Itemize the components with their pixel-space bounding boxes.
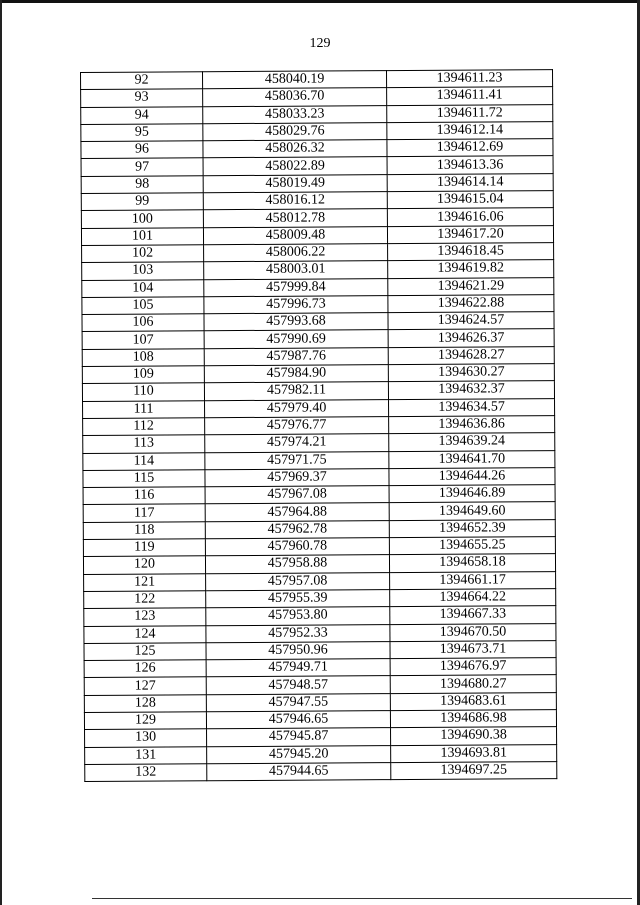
x-coordinate-cell: 457964.88 <box>205 503 389 521</box>
y-coordinate-cell: 1394636.86 <box>389 416 555 434</box>
x-coordinate-cell: 458040.19 <box>203 71 387 89</box>
y-coordinate-cell: 1394613.36 <box>387 156 553 174</box>
point-number-cell: 107 <box>82 331 204 349</box>
x-coordinate-cell: 458026.32 <box>203 140 387 158</box>
y-coordinate-cell: 1394655.25 <box>389 537 555 555</box>
y-coordinate-cell: 1394621.29 <box>388 277 554 295</box>
y-coordinate-cell: 1394676.97 <box>390 658 556 676</box>
point-number-cell: 127 <box>84 677 206 695</box>
x-coordinate-cell: 458012.78 <box>203 209 387 227</box>
x-coordinate-cell: 457990.69 <box>204 330 388 348</box>
x-coordinate-cell: 458009.48 <box>203 226 387 244</box>
y-coordinate-cell: 1394644.26 <box>389 467 555 485</box>
y-coordinate-cell: 1394661.17 <box>390 571 556 589</box>
x-coordinate-cell: 457974.21 <box>205 434 389 452</box>
x-coordinate-cell: 457947.55 <box>206 693 390 711</box>
y-coordinate-cell: 1394693.81 <box>391 744 557 762</box>
y-coordinate-cell: 1394611.23 <box>386 70 552 88</box>
point-number-cell: 112 <box>83 418 205 436</box>
y-coordinate-cell: 1394686.98 <box>390 710 556 728</box>
x-coordinate-cell: 457945.87 <box>207 728 391 746</box>
y-coordinate-cell: 1394611.72 <box>387 104 553 122</box>
x-coordinate-cell: 458016.12 <box>203 192 387 210</box>
x-coordinate-cell: 457953.80 <box>206 607 390 625</box>
x-coordinate-cell: 457987.76 <box>204 347 388 365</box>
y-coordinate-cell: 1394639.24 <box>389 433 555 451</box>
point-number-cell: 98 <box>81 176 203 194</box>
x-coordinate-cell: 458019.49 <box>203 174 387 192</box>
x-coordinate-cell: 458006.22 <box>204 244 388 262</box>
coordinate-table-container <box>80 69 557 782</box>
x-coordinate-cell: 457999.84 <box>204 278 388 296</box>
y-coordinate-cell: 1394673.71 <box>390 640 556 658</box>
point-number-cell: 104 <box>82 279 204 297</box>
point-number-cell: 109 <box>82 366 204 384</box>
y-coordinate-cell: 1394667.33 <box>390 606 556 624</box>
point-number-cell: 93 <box>81 89 203 107</box>
y-coordinate-cell: 1394690.38 <box>391 727 557 745</box>
point-number-cell: 117 <box>83 504 205 522</box>
y-coordinate-cell: 1394697.25 <box>391 761 557 779</box>
point-number-cell: 131 <box>85 746 207 764</box>
y-coordinate-cell: 1394680.27 <box>390 675 556 693</box>
scan-edge-bottom <box>92 898 632 899</box>
point-number-cell: 118 <box>83 521 205 539</box>
x-coordinate-cell: 458029.76 <box>203 123 387 141</box>
point-number-cell: 114 <box>83 452 205 470</box>
y-coordinate-cell: 1394649.60 <box>389 502 555 520</box>
x-coordinate-cell: 457957.08 <box>206 572 390 590</box>
y-coordinate-cell: 1394670.50 <box>390 623 556 641</box>
point-number-cell: 111 <box>83 400 205 418</box>
point-number-cell: 129 <box>84 712 206 730</box>
scan-edge-top <box>0 0 640 3</box>
point-number-cell: 101 <box>81 227 203 245</box>
x-coordinate-cell: 457958.88 <box>205 555 389 573</box>
point-number-cell: 96 <box>81 141 203 159</box>
x-coordinate-cell: 458022.89 <box>203 157 387 175</box>
point-number-cell: 120 <box>83 556 205 574</box>
x-coordinate-cell: 458036.70 <box>203 88 387 106</box>
x-coordinate-cell: 457982.11 <box>204 382 388 400</box>
point-number-cell: 105 <box>82 297 204 315</box>
y-coordinate-cell: 1394628.27 <box>388 346 554 364</box>
point-number-cell: 125 <box>84 643 206 661</box>
point-number-cell: 116 <box>83 487 205 505</box>
x-coordinate-cell: 457950.96 <box>206 641 390 659</box>
point-number-cell: 130 <box>85 729 207 747</box>
coordinate-table-body <box>81 70 557 782</box>
y-coordinate-cell: 1394612.69 <box>387 139 553 157</box>
point-number-cell: 121 <box>84 573 206 591</box>
point-number-cell: 124 <box>84 625 206 643</box>
table-row <box>85 761 557 781</box>
x-coordinate-cell: 457976.77 <box>205 417 389 435</box>
x-coordinate-cell: 457967.08 <box>205 486 389 504</box>
x-coordinate-cell: 457946.65 <box>206 711 390 729</box>
x-coordinate-cell: 457971.75 <box>205 451 389 469</box>
y-coordinate-cell: 1394616.06 <box>387 208 553 226</box>
x-coordinate-cell: 458033.23 <box>203 105 387 123</box>
x-coordinate-cell: 457960.78 <box>205 538 389 556</box>
y-coordinate-cell: 1394622.88 <box>388 294 554 312</box>
x-coordinate-cell: 457944.65 <box>207 762 391 780</box>
point-number-cell: 126 <box>84 660 206 678</box>
y-coordinate-cell: 1394646.89 <box>389 485 555 503</box>
point-number-cell: 95 <box>81 124 203 142</box>
point-number-cell: 122 <box>84 591 206 609</box>
y-coordinate-cell: 1394611.41 <box>387 87 553 105</box>
point-number-cell: 99 <box>81 193 203 211</box>
x-coordinate-cell: 457955.39 <box>206 590 390 608</box>
y-coordinate-cell: 1394615.04 <box>387 191 553 209</box>
y-coordinate-cell: 1394683.61 <box>390 692 556 710</box>
point-number-cell: 94 <box>81 106 203 124</box>
x-coordinate-cell: 457969.37 <box>205 468 389 486</box>
y-coordinate-cell: 1394632.37 <box>388 381 554 399</box>
point-number-cell: 103 <box>82 262 204 280</box>
y-coordinate-cell: 1394614.14 <box>387 173 553 191</box>
y-coordinate-cell: 1394626.37 <box>388 329 554 347</box>
y-coordinate-cell: 1394664.22 <box>390 589 556 607</box>
y-coordinate-cell: 1394612.14 <box>387 122 553 140</box>
point-number-cell: 106 <box>82 314 204 332</box>
point-number-cell: 102 <box>82 245 204 263</box>
x-coordinate-cell: 457948.57 <box>206 676 390 694</box>
point-number-cell: 119 <box>83 539 205 557</box>
point-number-cell: 128 <box>84 694 206 712</box>
x-coordinate-cell: 457945.20 <box>207 745 391 763</box>
y-coordinate-cell: 1394630.27 <box>388 364 554 382</box>
y-coordinate-cell: 1394624.57 <box>388 312 554 330</box>
point-number-cell: 123 <box>84 608 206 626</box>
page-number: 129 <box>309 36 331 51</box>
y-coordinate-cell: 1394634.57 <box>389 398 555 416</box>
x-coordinate-cell: 457996.73 <box>204 295 388 313</box>
y-coordinate-cell: 1394652.39 <box>389 519 555 537</box>
x-coordinate-cell: 457993.68 <box>204 313 388 331</box>
x-coordinate-cell: 457962.78 <box>205 520 389 538</box>
point-number-cell: 115 <box>83 470 205 488</box>
y-coordinate-cell: 1394641.70 <box>389 450 555 468</box>
scan-edge-left <box>0 0 2 905</box>
point-number-cell: 108 <box>82 348 204 366</box>
point-number-cell: 113 <box>83 435 205 453</box>
y-coordinate-cell: 1394617.20 <box>387 225 553 243</box>
y-coordinate-cell: 1394619.82 <box>388 260 554 278</box>
x-coordinate-cell: 458003.01 <box>204 261 388 279</box>
x-coordinate-cell: 457979.40 <box>205 399 389 417</box>
y-coordinate-cell: 1394618.45 <box>388 243 554 261</box>
x-coordinate-cell: 457949.71 <box>206 659 390 677</box>
point-number-cell: 92 <box>81 72 203 90</box>
x-coordinate-cell: 457952.33 <box>206 624 390 642</box>
point-number-cell: 97 <box>81 158 203 176</box>
x-coordinate-cell: 457984.90 <box>204 365 388 383</box>
point-number-cell: 100 <box>81 210 203 228</box>
coordinate-table <box>80 69 557 782</box>
point-number-cell: 110 <box>82 383 204 401</box>
y-coordinate-cell: 1394658.18 <box>389 554 555 572</box>
point-number-cell: 132 <box>85 764 207 782</box>
